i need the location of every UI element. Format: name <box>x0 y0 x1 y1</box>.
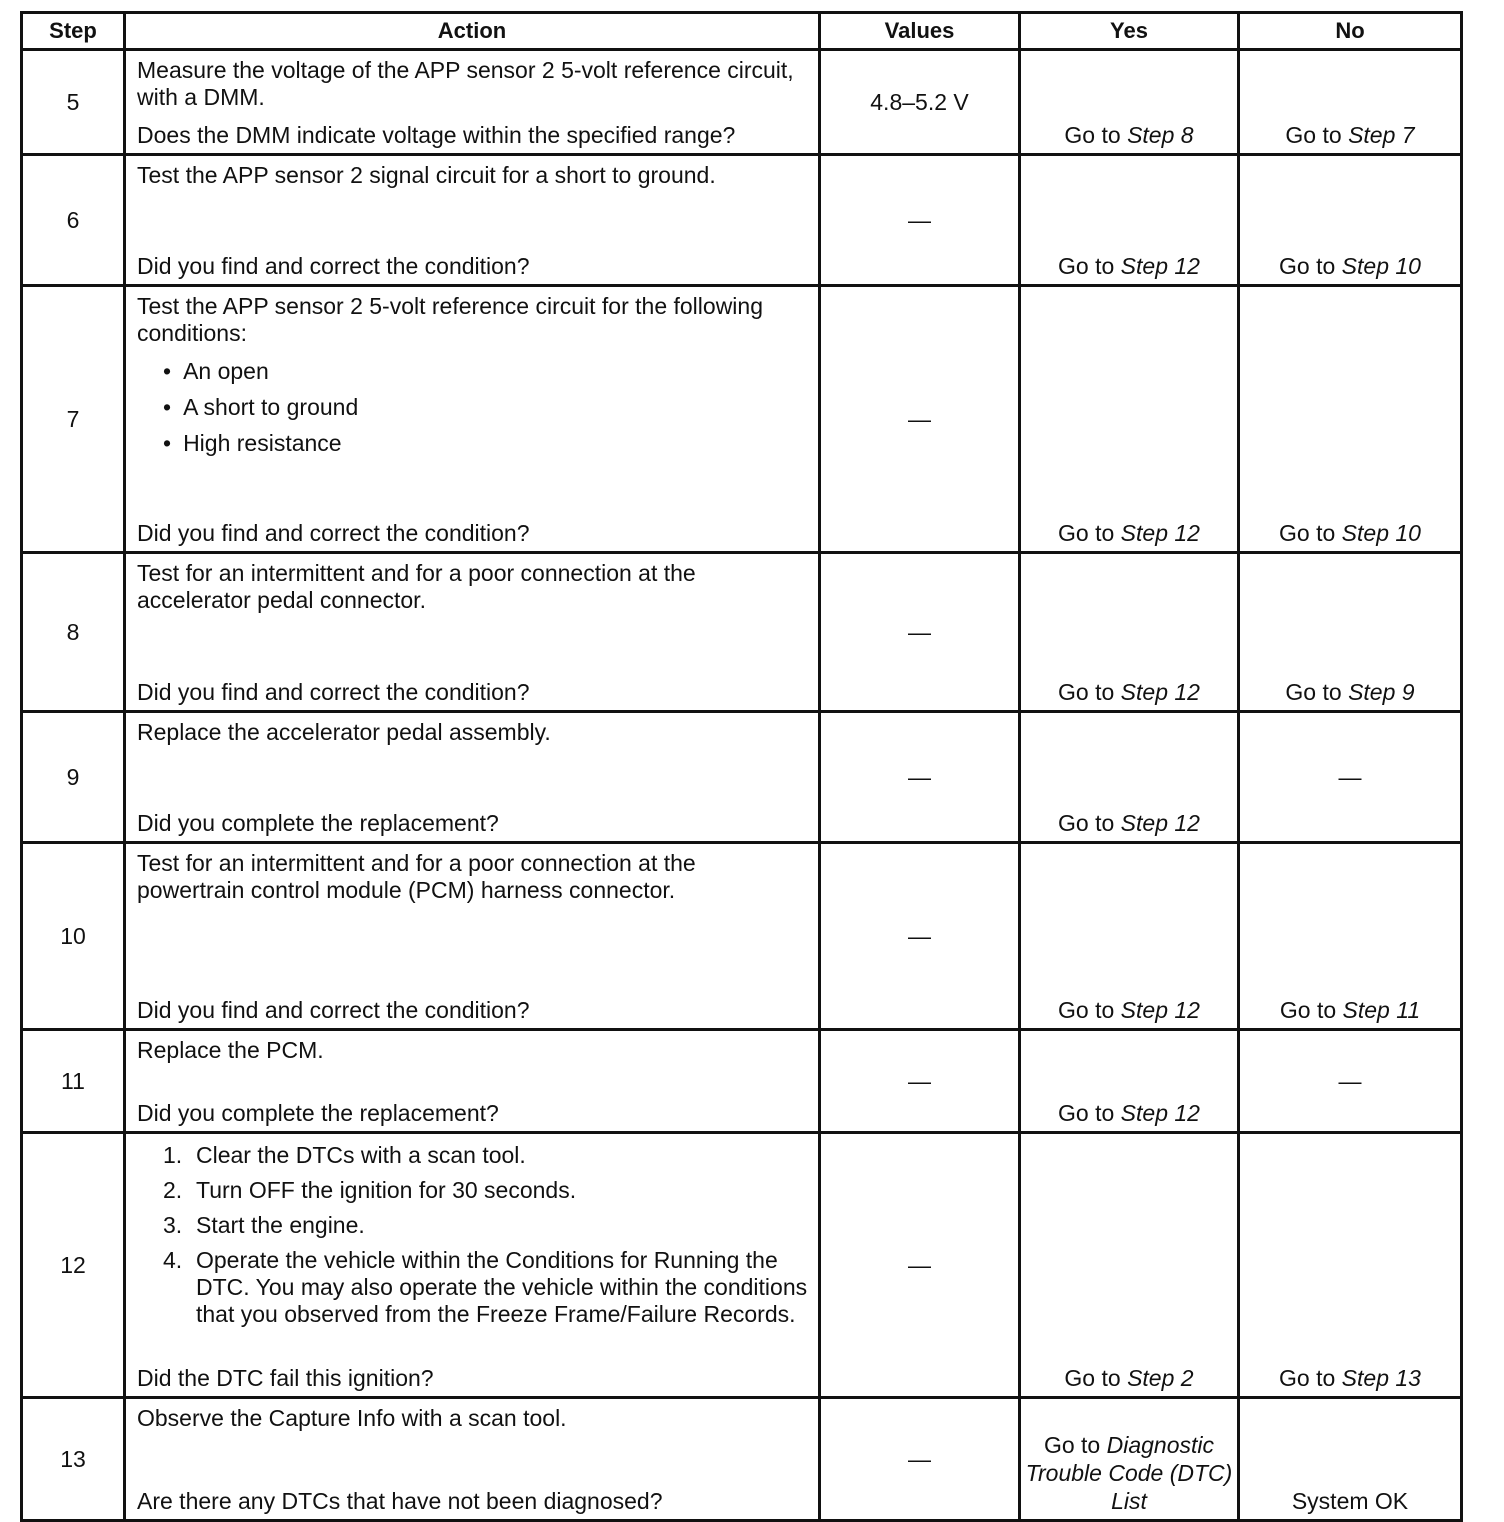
yes-cell <box>1020 712 1239 843</box>
action-body <box>137 1140 808 1336</box>
list-item: • High resistance <box>163 425 808 461</box>
action-body <box>137 293 808 461</box>
no-cell <box>1239 712 1462 843</box>
action-body <box>137 850 808 904</box>
action-question: Did the DTC fail this ignition? <box>137 1365 434 1391</box>
header-row <box>22 13 1462 50</box>
yes-cell <box>1020 1398 1239 1521</box>
value-cell: 4.8–5.2 V <box>820 50 1020 155</box>
header-values: Values <box>820 13 1020 50</box>
list-item <box>163 1212 808 1239</box>
header-no: No <box>1239 13 1462 50</box>
list-number: 2. <box>163 1177 183 1203</box>
list-item: • A short to ground <box>163 389 808 425</box>
action-text: Measure the voltage of the APP sensor 2 5-volt reference circuit, with a DMM. <box>137 57 794 110</box>
no-cell <box>1239 286 1462 553</box>
step-number: 13 <box>22 1398 125 1521</box>
list-item <box>163 1142 808 1169</box>
no-cell <box>1239 843 1462 1030</box>
action-cell <box>125 155 820 286</box>
no-prefix: Go to <box>1279 253 1336 279</box>
table-row <box>22 843 1462 1030</box>
table-row <box>22 1398 1462 1521</box>
no-text: — <box>1338 1067 1362 1094</box>
action-body <box>137 57 808 111</box>
list-item: • An open <box>163 353 808 389</box>
value-cell: — <box>820 553 1020 712</box>
step-number: 5 <box>22 50 125 155</box>
action-cell <box>125 1398 820 1521</box>
action-content <box>126 51 818 153</box>
no-text: System OK <box>1291 1488 1409 1514</box>
value-cell: — <box>820 712 1020 843</box>
no-prefix: Go to <box>1279 1365 1336 1391</box>
no-step: Step 13 <box>1341 1365 1421 1391</box>
yes-step: Step 12 <box>1120 520 1200 546</box>
no-prefix: Go to <box>1285 122 1342 148</box>
action-question: Did you complete the replacement? <box>137 810 499 836</box>
value-cell: — <box>820 1398 1020 1521</box>
list-text: Clear the DTCs with a scan tool. <box>196 1142 526 1168</box>
action-body <box>137 1405 808 1432</box>
step-number: 7 <box>22 286 125 553</box>
action-content <box>126 554 818 710</box>
action-body <box>137 719 808 746</box>
list-number: 1. <box>163 1142 183 1168</box>
action-question: Did you find and correct the condition? <box>137 679 530 705</box>
action-content <box>126 1134 818 1396</box>
yes-cell <box>1020 1030 1239 1133</box>
header-step: Step <box>22 13 125 50</box>
yes-cell <box>1020 286 1239 553</box>
action-question: Did you find and correct the condition? <box>137 520 530 546</box>
no-cell <box>1239 1398 1462 1521</box>
list-item <box>163 1247 808 1328</box>
procedure-list <box>137 1142 808 1328</box>
action-content <box>126 1399 818 1519</box>
yes-step: Step 12 <box>1120 997 1200 1023</box>
list-text: Operate the vehicle within the Conditions for Running the DTC. You may also operate the vehicle within the conditions that you observed from the Freeze Frame/Failure Records. <box>196 1247 808 1327</box>
yes-step: Step 12 <box>1120 1100 1200 1126</box>
step-number: 11 <box>22 1030 125 1133</box>
table-row <box>22 712 1462 843</box>
no-prefix: Go to <box>1279 997 1337 1023</box>
yes-prefix: Go to <box>1058 997 1115 1023</box>
no-cell <box>1239 155 1462 286</box>
value-cell: — <box>820 155 1020 286</box>
yes-prefix: Go to <box>1058 810 1115 836</box>
no-step: Step 11 <box>1342 997 1421 1023</box>
step-number: 8 <box>22 553 125 712</box>
table-row <box>22 155 1462 286</box>
action-content <box>126 713 818 841</box>
yes-step: Step 12 <box>1120 253 1200 279</box>
action-question: Does the DMM indicate voltage within the specified range? <box>137 122 736 148</box>
header-yes: Yes <box>1020 13 1239 50</box>
yes-prefix: Go to <box>1058 520 1115 546</box>
action-content <box>126 1031 818 1131</box>
action-text: Test the APP sensor 2 signal circuit for a short to ground. <box>137 162 716 188</box>
yes-prefix: Go to <box>1043 1432 1101 1458</box>
action-body <box>137 1037 808 1064</box>
action-text: Replace the PCM. <box>137 1037 324 1063</box>
action-question: Are there any DTCs that have not been diagnosed? <box>137 1488 663 1514</box>
yes-cell <box>1020 50 1239 155</box>
value-cell: — <box>820 1133 1020 1398</box>
table-row <box>22 553 1462 712</box>
no-step: Step 7 <box>1348 122 1415 148</box>
yes-cell <box>1020 843 1239 1030</box>
no-cell <box>1239 1133 1462 1398</box>
action-text: Test the APP sensor 2 5-volt reference circuit for the following conditions: <box>137 293 763 346</box>
no-cell <box>1239 1030 1462 1133</box>
condition-list <box>137 353 808 461</box>
action-cell <box>125 50 820 155</box>
action-content <box>126 156 818 284</box>
step-number: 9 <box>22 712 125 843</box>
list-number: 3. <box>163 1212 183 1238</box>
action-text: Test for an intermittent and for a poor connection at the powertrain control module (PCM) harness connector. <box>137 850 696 903</box>
yes-prefix: Go to <box>1058 253 1115 279</box>
value-cell: — <box>820 1030 1020 1133</box>
table-row <box>22 286 1462 553</box>
action-content <box>126 844 818 1028</box>
yes-prefix: Go to <box>1064 122 1121 148</box>
no-step: Step 9 <box>1348 679 1415 705</box>
action-text: Replace the accelerator pedal assembly. <box>137 719 551 745</box>
action-cell <box>125 1030 820 1133</box>
no-step: Step 10 <box>1341 520 1421 546</box>
yes-prefix: Go to <box>1058 1100 1115 1126</box>
list-text: Turn OFF the ignition for 30 seconds. <box>196 1177 577 1203</box>
action-question: Did you find and correct the condition? <box>137 997 530 1023</box>
yes-step: Step 8 <box>1127 122 1194 148</box>
action-cell <box>125 553 820 712</box>
action-text: Test for an intermittent and for a poor connection at the accelerator pedal connector. <box>137 560 696 613</box>
table-row <box>22 1030 1462 1133</box>
yes-step: Step 12 <box>1120 810 1200 836</box>
table-row <box>22 1133 1462 1398</box>
no-prefix: Go to <box>1285 679 1342 705</box>
yes-step: Step 12 <box>1120 679 1200 705</box>
no-text: — <box>1338 763 1362 790</box>
value-cell: — <box>820 843 1020 1030</box>
action-cell <box>125 843 820 1030</box>
action-text: Observe the Capture Info with a scan tool. <box>137 1405 567 1431</box>
step-number: 12 <box>22 1133 125 1398</box>
action-question: Did you complete the replacement? <box>137 1100 499 1126</box>
list-item <box>163 1177 808 1204</box>
step-number: 6 <box>22 155 125 286</box>
action-body <box>137 560 808 614</box>
value-cell: — <box>820 286 1020 553</box>
list-text: Start the engine. <box>196 1212 365 1238</box>
action-question: Did you find and correct the condition? <box>137 253 530 279</box>
header-action: Action <box>125 13 820 50</box>
step-number: 10 <box>22 843 125 1030</box>
no-cell <box>1239 553 1462 712</box>
no-cell <box>1239 50 1462 155</box>
yes-cell <box>1020 1133 1239 1398</box>
no-prefix: Go to <box>1279 520 1336 546</box>
action-content <box>126 287 818 551</box>
yes-prefix: Go to <box>1064 1365 1121 1391</box>
yes-step: Step 2 <box>1127 1365 1194 1391</box>
action-cell <box>125 286 820 553</box>
diagnostic-table <box>20 11 1463 1522</box>
yes-prefix: Go to <box>1058 679 1115 705</box>
list-number: 4. <box>163 1247 183 1273</box>
yes-cell <box>1020 155 1239 286</box>
yes-step: Diagnostic Trouble Code (DTC) List <box>1025 1432 1233 1514</box>
action-cell <box>125 1133 820 1398</box>
action-cell <box>125 712 820 843</box>
table-row <box>22 50 1462 155</box>
no-step: Step 10 <box>1341 253 1421 279</box>
action-body <box>137 162 808 189</box>
yes-cell <box>1020 553 1239 712</box>
